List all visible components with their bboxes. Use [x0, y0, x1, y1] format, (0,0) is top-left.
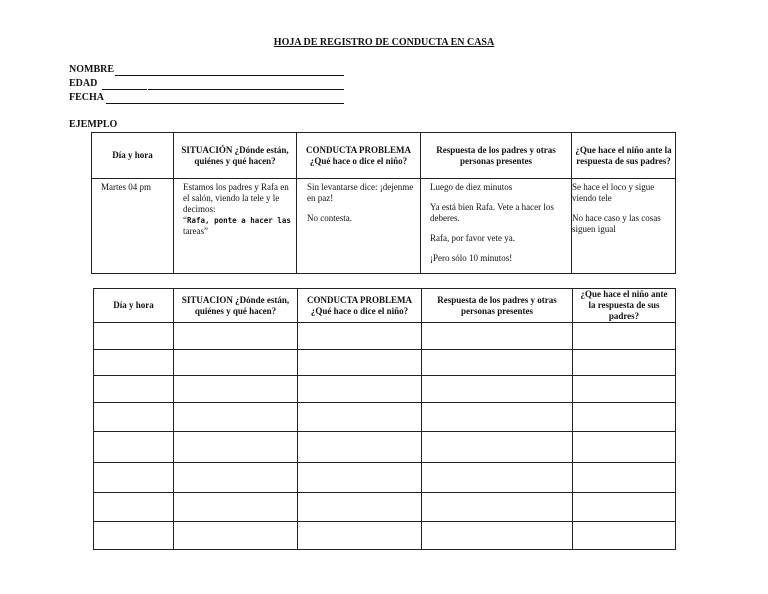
blank-cell[interactable]: [94, 463, 174, 493]
blank-header-conducta: CONDUCTA PROBLEMA ¿Qué hace o dice el niño?: [298, 289, 422, 323]
blank-cell[interactable]: [298, 376, 422, 403]
situacion-quote-open: “: [183, 215, 187, 225]
blank-cell[interactable]: [573, 376, 676, 403]
blank-header-dia-hora: Día y hora: [94, 289, 174, 323]
table-row: [94, 376, 676, 403]
nombre-label: NOMBRE: [69, 64, 114, 75]
example-respuesta: [421, 179, 572, 274]
blank-cell[interactable]: [94, 493, 174, 522]
blank-table: [93, 288, 676, 550]
situacion-handwritten: Rafa, ponte a hacer las: [187, 216, 291, 225]
table-row: [94, 432, 676, 463]
header-dia-hora: Día y hora: [92, 133, 174, 179]
situacion-text: Estamos los padres y Rafa en el salón, viendo la tele y le decimos:: [183, 182, 289, 214]
blank-header-situacion: SITUACION ¿Dónde están, quiénes y qué hacen?: [174, 289, 298, 323]
situacion-text-end: tareas”: [183, 226, 208, 236]
table-row: [94, 323, 676, 350]
example-situacion: [174, 179, 297, 274]
blank-cell[interactable]: [174, 522, 298, 550]
blank-cell[interactable]: [174, 463, 298, 493]
edad-field[interactable]: [69, 78, 97, 91]
blank-cell[interactable]: [94, 376, 174, 403]
blank-cell[interactable]: [94, 403, 174, 432]
conducta-line-1: Sin levantarse dice: ¡dejenme en paz!: [307, 182, 414, 203]
edad-label: EDAD: [69, 78, 98, 89]
blank-cell[interactable]: [174, 432, 298, 463]
table-row: [94, 493, 676, 522]
example-table: [91, 132, 676, 274]
blank-cell[interactable]: [573, 350, 676, 376]
blank-cell[interactable]: [422, 463, 573, 493]
blank-cell[interactable]: [573, 403, 676, 432]
table-row: [94, 350, 676, 376]
header-situacion: SITUACIÓN ¿Dónde están, quiénes y qué hacen?: [174, 133, 297, 179]
blank-cell[interactable]: [174, 376, 298, 403]
fecha-field[interactable]: [69, 92, 104, 105]
example-conducta: [297, 179, 421, 274]
fecha-line: [106, 103, 344, 104]
example-reaccion: [572, 179, 676, 274]
respuesta-line-4: ¡Pero sólo 10 minutos!: [430, 253, 513, 263]
blank-cell[interactable]: [422, 522, 573, 550]
page-title: HOJA DE REGISTRO DE CONDUCTA EN CASA: [273, 37, 495, 48]
nombre-line: [115, 75, 344, 76]
blank-cell[interactable]: [298, 350, 422, 376]
blank-cell[interactable]: [174, 350, 298, 376]
blank-cell[interactable]: [422, 403, 573, 432]
header-reaccion: ¿Que hace el niño ante la respuesta de sus padres?: [572, 133, 676, 179]
blank-cell[interactable]: [573, 493, 676, 522]
nombre-field[interactable]: [69, 64, 114, 77]
table-row: [94, 403, 676, 432]
blank-cell[interactable]: [298, 403, 422, 432]
example-dia: Martes 04 pm: [92, 179, 174, 274]
reaccion-line-1: Se hace el loco y sigue viendo tele: [572, 182, 655, 203]
fecha-label: FECHA: [69, 92, 104, 103]
blank-cell[interactable]: [422, 376, 573, 403]
blank-cell[interactable]: [174, 323, 298, 350]
blank-cell[interactable]: [422, 493, 573, 522]
blank-cell[interactable]: [422, 432, 573, 463]
blank-header-respuesta: Respuesta de los padres y otras personas presentes: [422, 289, 573, 323]
blank-cell[interactable]: [174, 403, 298, 432]
respuesta-line-1: Luego de diez minutos: [430, 182, 513, 192]
table-row: [94, 522, 676, 550]
respuesta-line-3: Rafa, por favor vete ya.: [430, 233, 515, 243]
blank-cell[interactable]: [573, 463, 676, 493]
table-row: [94, 463, 676, 493]
blank-cell[interactable]: [573, 522, 676, 550]
conducta-line-2: No contesta.: [307, 213, 352, 223]
blank-cell[interactable]: [573, 432, 676, 463]
ejemplo-label: EJEMPLO: [69, 119, 118, 130]
blank-cell[interactable]: [573, 323, 676, 350]
blank-cell[interactable]: [298, 323, 422, 350]
respuesta-line-2: Ya está bien Rafa. Vete a hacer los deberes.: [430, 202, 554, 223]
blank-cell[interactable]: [422, 323, 573, 350]
reaccion-line-2: No hace caso y las cosas siguen igual: [572, 213, 661, 234]
header-conducta: CONDUCTA PROBLEMA ¿Qué hace o dice el niño?: [297, 133, 421, 179]
blank-cell[interactable]: [174, 493, 298, 522]
blank-cell[interactable]: [94, 522, 174, 550]
blank-cell[interactable]: [298, 463, 422, 493]
blank-cell[interactable]: [94, 350, 174, 376]
blank-cell[interactable]: [298, 432, 422, 463]
blank-cell[interactable]: [422, 350, 573, 376]
blank-cell[interactable]: [94, 323, 174, 350]
blank-cell[interactable]: [298, 493, 422, 522]
edad-line-short: [102, 89, 147, 90]
blank-header-reaccion: ¿Que hace el niño ante la respuesta de sus padres?: [573, 289, 676, 323]
blank-cell[interactable]: [298, 522, 422, 550]
blank-cell[interactable]: [94, 432, 174, 463]
edad-line: [148, 89, 344, 90]
header-respuesta: Respuesta de los padres y otras personas presentes: [421, 133, 572, 179]
